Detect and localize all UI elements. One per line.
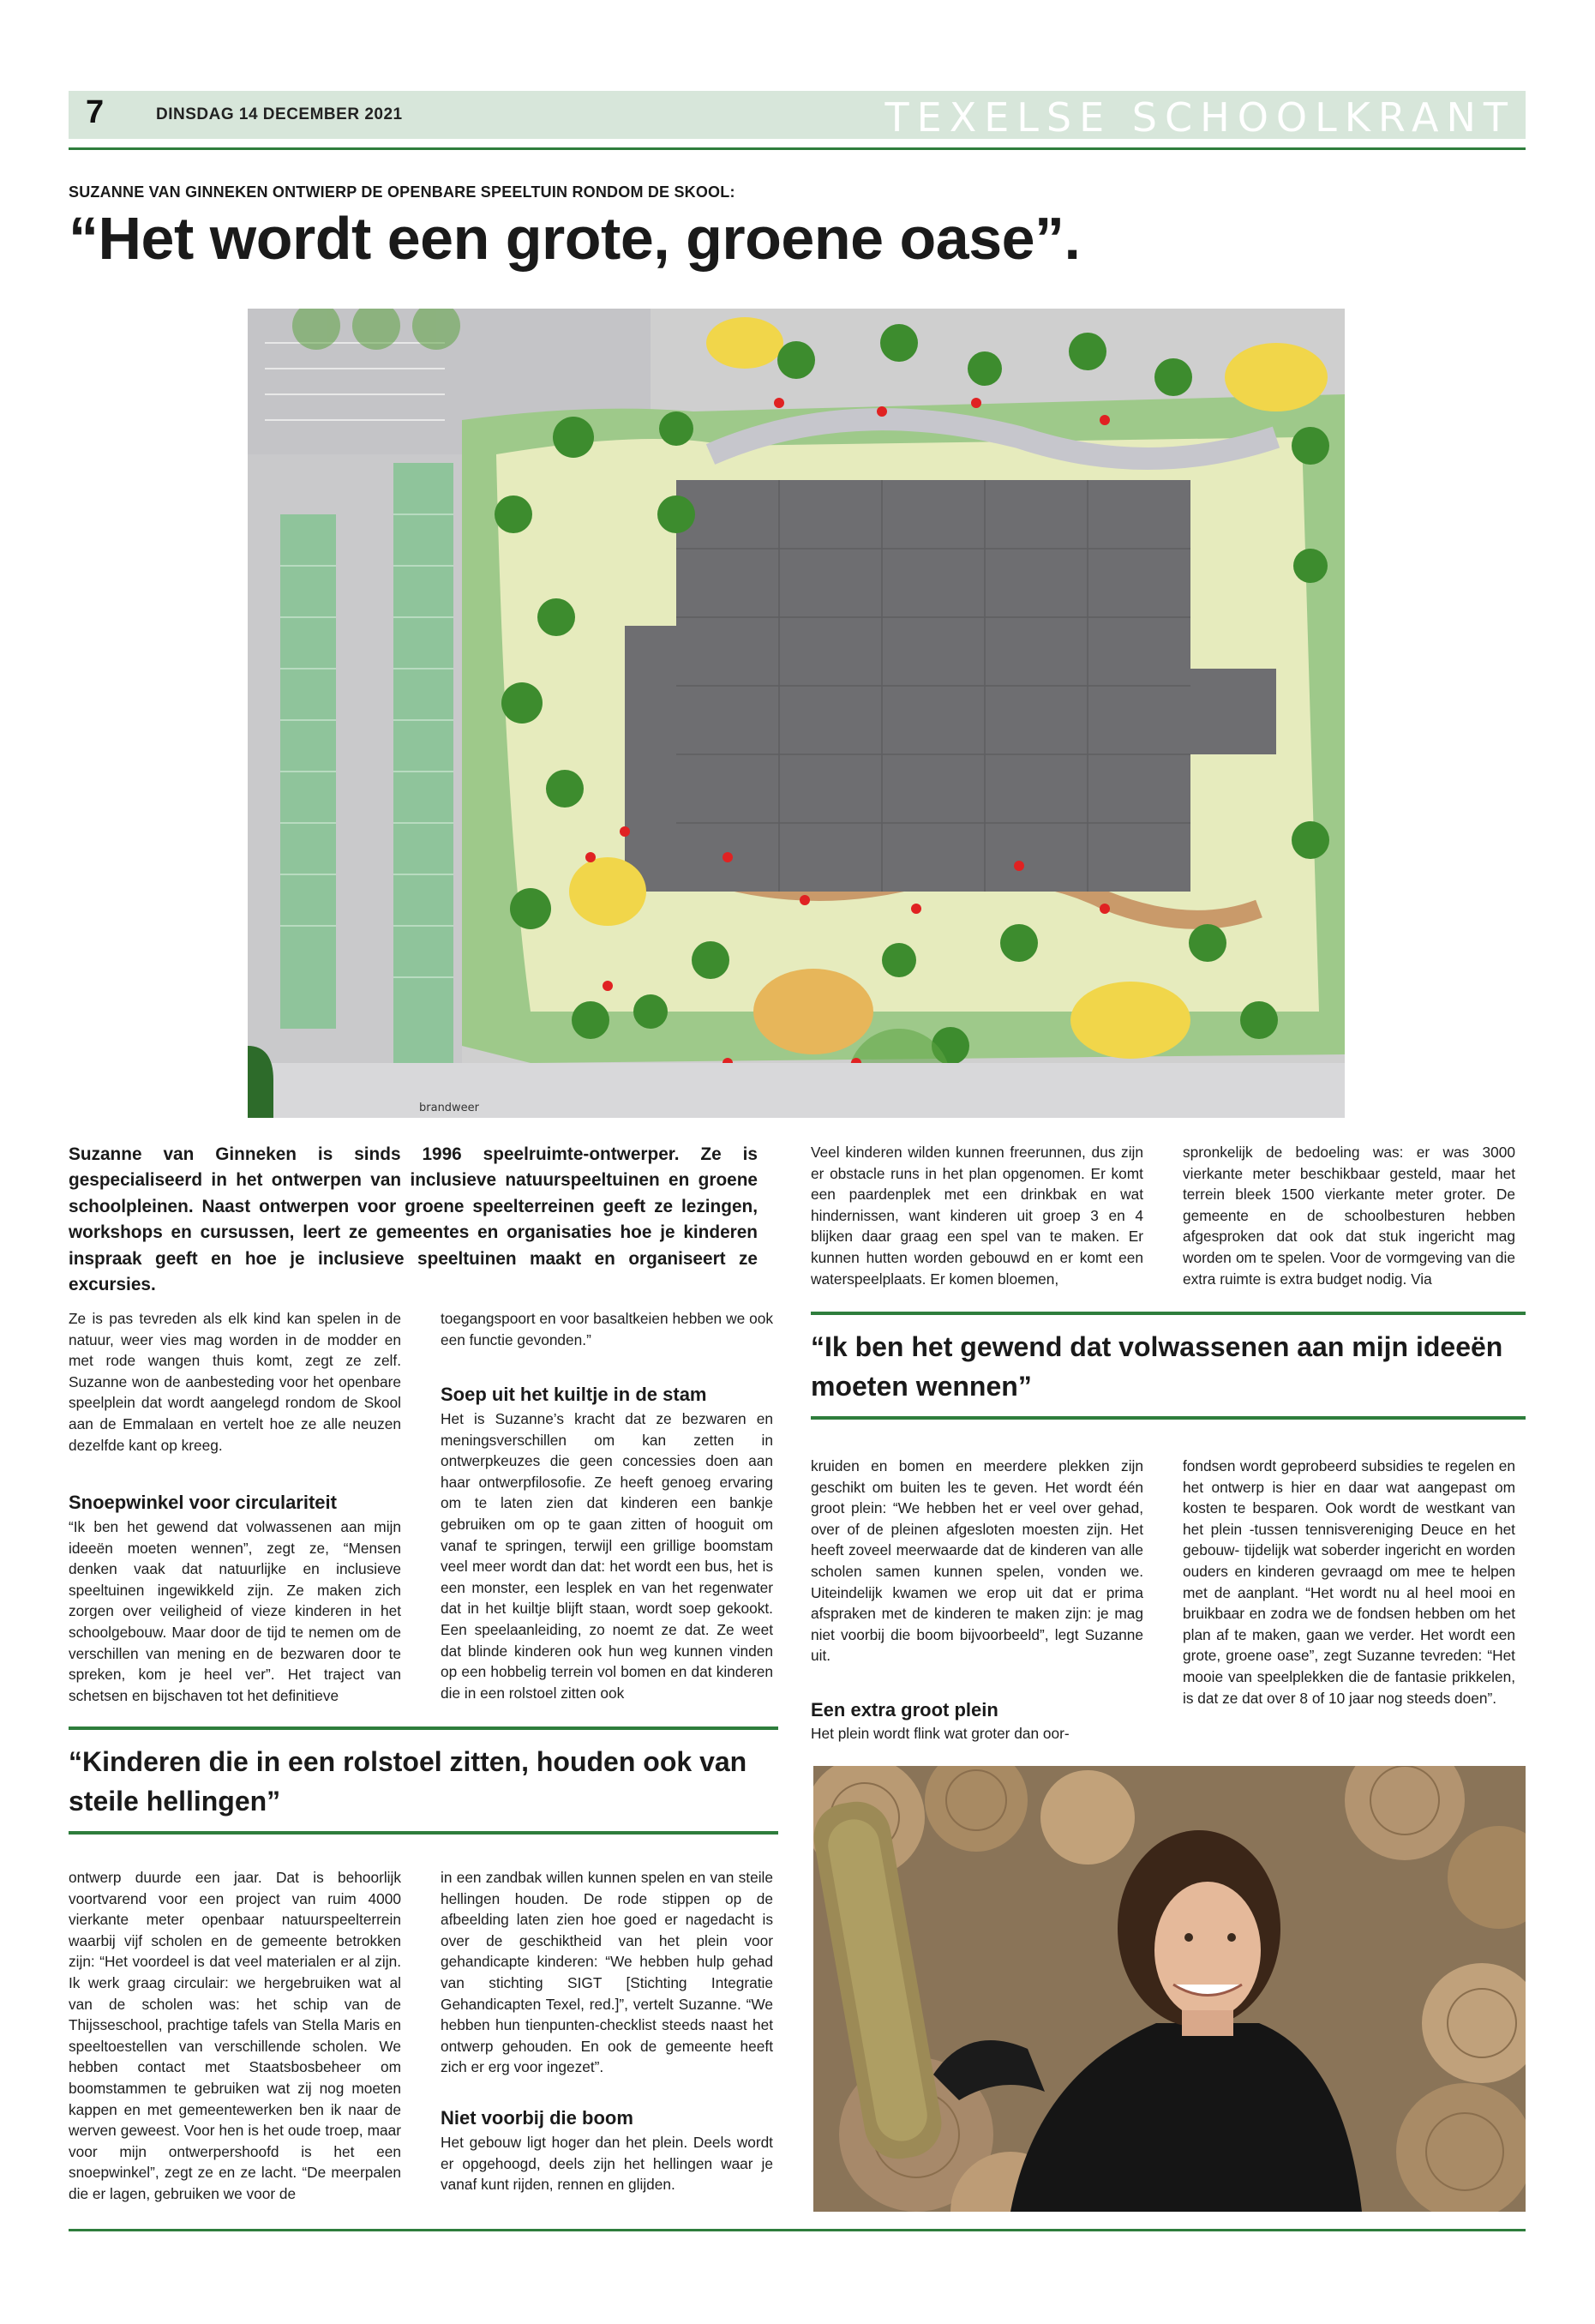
issue-date: DINSDAG 14 DECEMBER 2021 [156, 105, 403, 123]
subhead-extra-groot-plein: Een extra groot plein [811, 1699, 998, 1720]
col4-mid: fondsen wordt geprobeerd subsidies te regelen en het ontwerp is hier en daar wat aangepast om kosten te besparen. Ook wordt de westkant van het plein -tussen tennisvereniging Deuce en het gebouw- tijdelijk wat soberder ingericht en worden ouders en kinderen gevraagd om mee te helpen met de aanplant. “Het wordt nu al heel mooi en bruikbaar en zodra we de fondsen hebben om het plan af te maken, gaan we verder. Het wordt een grote, groene oase”, zegt Suzanne tevreden: “Het mooie van speelplekken die de fantasie prikkelen, is dat ze dat over 8 of 10 jaar nog steeds doen”. [1183, 1457, 1515, 1707]
masthead-bar [69, 91, 1526, 139]
col3-mid: kruiden en bomen en meerdere plekken zijn geschikt om buiten les te geven. Het wordt één groot plein: “We hebben het er veel over gehad, over of de pleinen afgesloten moesten zijn. Het heeft zoveel meerwaarde dat de kinderen van alle scholen samen kunnen spelen, vonden we. Uiteindelijk kwamen we erop uit dat er prima afspraken met de kinderen te maken zijn: je mag niet voorbij die boom bijvoorbeeld”, legt Suzanne uit. [811, 1457, 1143, 1665]
pull2-rule-top [69, 1726, 778, 1730]
site-plan-illustration [248, 309, 1345, 1118]
pull1-rule-bottom [811, 1416, 1526, 1420]
article-intro: Suzanne van Ginneken is sinds 1996 speelruimte-ontwerper. Ze is gespecialiseerd in het ontwerpen van inclusieve natuurspeeltuinen en groene schoolpleinen. Naast ontwerpen voor groene speelterreinen geeft ze lezingen, workshops en cursussen, leert ze gemeentes en organisaties hoe je kinderen inspraak geeft en hoe je inclusieve speeltuinen maakt en organiseert ze excursies. [69, 1144, 758, 1295]
header-rule [69, 147, 1526, 150]
page-number: 7 [86, 94, 105, 130]
col1-body: “Ik ben het gewend dat volwassenen aan mijn ideeën moeten wennen”, zegt ze, “Mensen denken vaak dat natuurlijke en inclusieve speeltuinen ingewikkeld zijn. Ze maken zich zorgen over veiligheid of vieze kinderen in het schoolgebouw. Maar door de tijd te nemen om de verschillen van mening en de bezwaren door te spreken, kom je heel ver”. Het traject van schetsen en bijschaven tot het definitieve [69, 1518, 401, 1704]
publication-title: TEXELSE SCHOOLKRANT [884, 94, 1515, 141]
portrait-photo-logs [813, 1766, 1526, 2212]
subhead-niet-voorbij: Niet voorbij die boom [441, 2107, 633, 2129]
subhead-snoepwinkel: Snoepwinkel voor circulariteit [69, 1492, 337, 1513]
col2-top: toegangspoort en voor basaltkeien hebben we ook een functie gevonden.” [441, 1310, 773, 1348]
page-bottom-rule [69, 2229, 1526, 2231]
plan-label-brandweer: brandweer [419, 1102, 480, 1114]
col1-top: Ze is pas tevreden als elk kind kan spelen in de natuur, weer vies mag worden in de modder en met rode wangen thuis komt, zegt ze zelf. Suzanne won de aanbesteding voor het openbare speelplein dat wordt aangelegd rondom de Skool aan de Emmalaan en vertelt hoe ze alle neuzen dezelfde kant op kreeg. [69, 1310, 401, 1454]
col2-end: Het gebouw ligt hoger dan het plein. Deels wordt er opgehoogd, deels zijn het hellingen waar je vanaf kunt rijden, rennen en glijden. [441, 2134, 773, 2194]
col2-body: Het is Suzanne’s kracht dat ze bezwaren en meningsverschillen om kan zetten in ontwerpkeuzes die geen concessies doen aan haar ontwerpfilosofie. Ze heeft genoeg ervaring om te laten zien dat kinderen een bankje gebruiken om op te gaan zitten of hooguit om vanaf te springen, terwijl een grillige boomstam veel meer wordt dan dat: het wordt een bus, het is een monster, een lesplek en van het regenwater dat in het kuiltje blijft staan, wordt soep gekookt. Een speelaanleiding, zo noemt ze dat. Ze weet dat blinde kinderen ook hun weg kunnen vinden op een hobbelig terrein vol bomen en dat kinderen die in een rolstoel zitten ook [441, 1410, 773, 1702]
col3-end: Het plein wordt flink wat groter dan oor- [811, 1725, 1070, 1742]
col1-bottom: ontwerp duurde een jaar. Dat is behoorlijk voortvarend voor een project van ruim 4000 vierkante meter openbaar natuurspeelterrein waarbij vijf scholen en de gemeente betrokken zijn: “Het voordeel is dat veel materialen er al zijn. Ik werk graag circulair: we hergebruiken wat al van de scholen was: het schip van de Thijsseschool, prachtige tafels van Stella Maris en speeltoestellen van verschillende scholen. We hebben contact met Staatsbosbeheer om boomstammen te gebruiken wat zij nog moeten kappen en met gemeentewerken ben ik naar de werven geweest. Voor hen is het oude troep, maar voor mijn ontwerpershoofd is het een snoepwinkel”, zegt ze en ze lacht. “De meerpalen die er lagen, gebruiken we voor de [69, 1869, 401, 2202]
pull-quote-rolstoel: “Kinderen die in een rolstoel zitten, houden ook van steile hellingen” [69, 1746, 747, 1817]
pull-quote-ideeen: “Ik ben het gewend dat volwassenen aan mijn ideeën moeten wennen” [811, 1331, 1503, 1402]
pull1-rule-top [811, 1312, 1526, 1315]
article-headline: “Het wordt een grote, groene oase”. [69, 205, 1081, 272]
article-kicker: SUZANNE VAN GINNEKEN ONTWIERP DE OPENBARE SPEELTUIN RONDOM DE SKOOL: [69, 183, 735, 201]
subhead-soep: Soep uit het kuiltje in de stam [441, 1384, 707, 1405]
pull2-rule-bottom [69, 1831, 778, 1835]
col2-bottom: in een zandbak willen kunnen spelen en van steile hellingen houden. De rode stippen op de afbeelding laten zien hoe goed er nagedacht is over de geschiktheid van het plein voor gehandicapte kinderen: “We hebben hulp gehad van stichting SIGT [Stichting Integratie Gehandicapten Texel, red.]”, vertelt Suzanne. “We hebben hun tienpunten-checklist steeds naast het ontwerp gehouden. En ook de gemeente heeft zich er erg voor ingezet”. [441, 1869, 773, 2076]
col3-top: Veel kinderen wilden kunnen freerunnen, dus zijn er obstacle runs in het plan opgenomen. Er komt een paardenplek met een drinkbak en wat hindernissen, want kinderen uit groep 3 en 4 blijken daar graag een spel van te maken. Er kunnen hutten worden gebouwd en er komt een waterspeelplaats. Er komen bloemen, [811, 1144, 1143, 1288]
col4-top: spronkelijk de bedoeling was: er was 3000 vierkante meter beschikbaar gesteld, maar het terrein bleek 1500 vierkante meter groter. De gemeente en de schoolbesturen hebben afgesproken dat ook dat stuk ingericht mag worden om te spelen. Voor de vormgeving van die extra ruimte is extra budget nodig. Via [1183, 1144, 1515, 1288]
